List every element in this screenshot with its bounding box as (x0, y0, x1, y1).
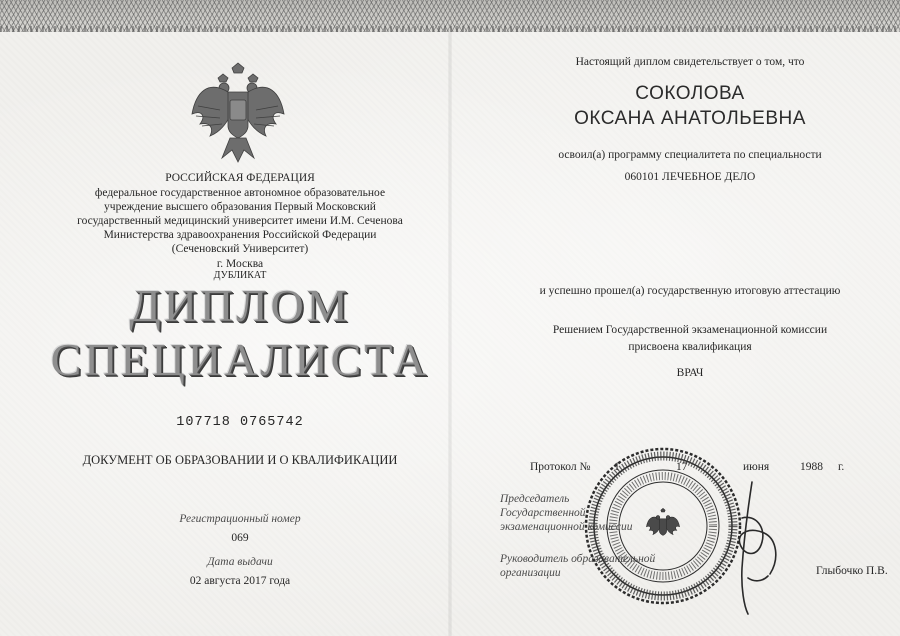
chair-label-line: Государственной (500, 507, 586, 519)
head-label-line: организации (500, 567, 561, 579)
handwritten-signature-icon (722, 478, 792, 618)
protocol-year: 1988 (800, 461, 823, 473)
reg-number: 069 (231, 532, 249, 544)
institution-line: (Сеченовский Университет) (171, 243, 309, 255)
diploma-title-line2: СПЕЦИАЛИСТА (50, 334, 430, 385)
page-fold (448, 32, 452, 636)
holder-first-names: ОКСАНА АНАТОЛЬЕВНА (574, 108, 806, 129)
chair-label-line: экзаменационной комиссии (500, 521, 633, 533)
institution-block (55, 186, 425, 256)
institution-line: федеральное государственное автономное образовательное (94, 187, 386, 199)
protocol-month: июня (743, 461, 770, 473)
ornamental-border (0, 0, 900, 32)
protocol-label: Протокол № (530, 461, 591, 473)
specialty: 060101 ЛЕЧЕБНОЕ ДЕЛО (624, 171, 756, 183)
intro-text: Настоящий диплом свидетельствует о том, что (575, 56, 805, 68)
protocol-day: 17 (676, 461, 688, 473)
serial-number: 107718 0765742 (176, 415, 304, 430)
qualification: ВРАЧ (676, 367, 704, 379)
institution-line: Министерства здравоохранения Российской Федерации (103, 229, 377, 241)
duplicate-label: ДУБЛИКАТ (213, 270, 267, 281)
reg-number-label: Регистрационный номер (179, 513, 301, 525)
diploma-title-line1: ДИПЛОМ (129, 280, 351, 331)
chair-label-line: Председатель (500, 493, 570, 505)
attestation-text: и успешно прошел(а) государственную итоговую аттестацию (539, 285, 841, 297)
decision-line2: присвоена квалификация (628, 341, 752, 353)
decision-line1: Решением Государственной экзаменационной комиссии (552, 324, 828, 336)
holder-surname: СОКОЛОВА (635, 83, 745, 104)
document-type: ДОКУМЕНТ ОБ ОБРАЗОВАНИИ И О КВАЛИФИКАЦИИ (82, 453, 398, 467)
country-label: РОССИЙСКАЯ ФЕДЕРАЦИЯ (165, 172, 315, 184)
head-name: Глыбочко П.В. (816, 565, 888, 577)
protocol-number: 1 (614, 461, 620, 473)
protocol-year-suffix: г. (838, 461, 845, 473)
institution-line: учреждение высшего образования Первый Московский (104, 201, 376, 213)
program-text: освоил(а) программу специалитета по специальности (558, 149, 822, 161)
institution-line: государственный медицинский университет имени И.М. Сеченова (77, 215, 403, 227)
city-label: г. Москва (216, 258, 264, 270)
russian-coat-of-arms-icon (188, 62, 288, 166)
issue-date: 02 августа 2017 года (189, 575, 291, 587)
head-label-line: Руководитель образовательной (500, 553, 656, 565)
official-seal-icon (583, 446, 743, 606)
issue-date-label: Дата выдачи (207, 556, 273, 568)
